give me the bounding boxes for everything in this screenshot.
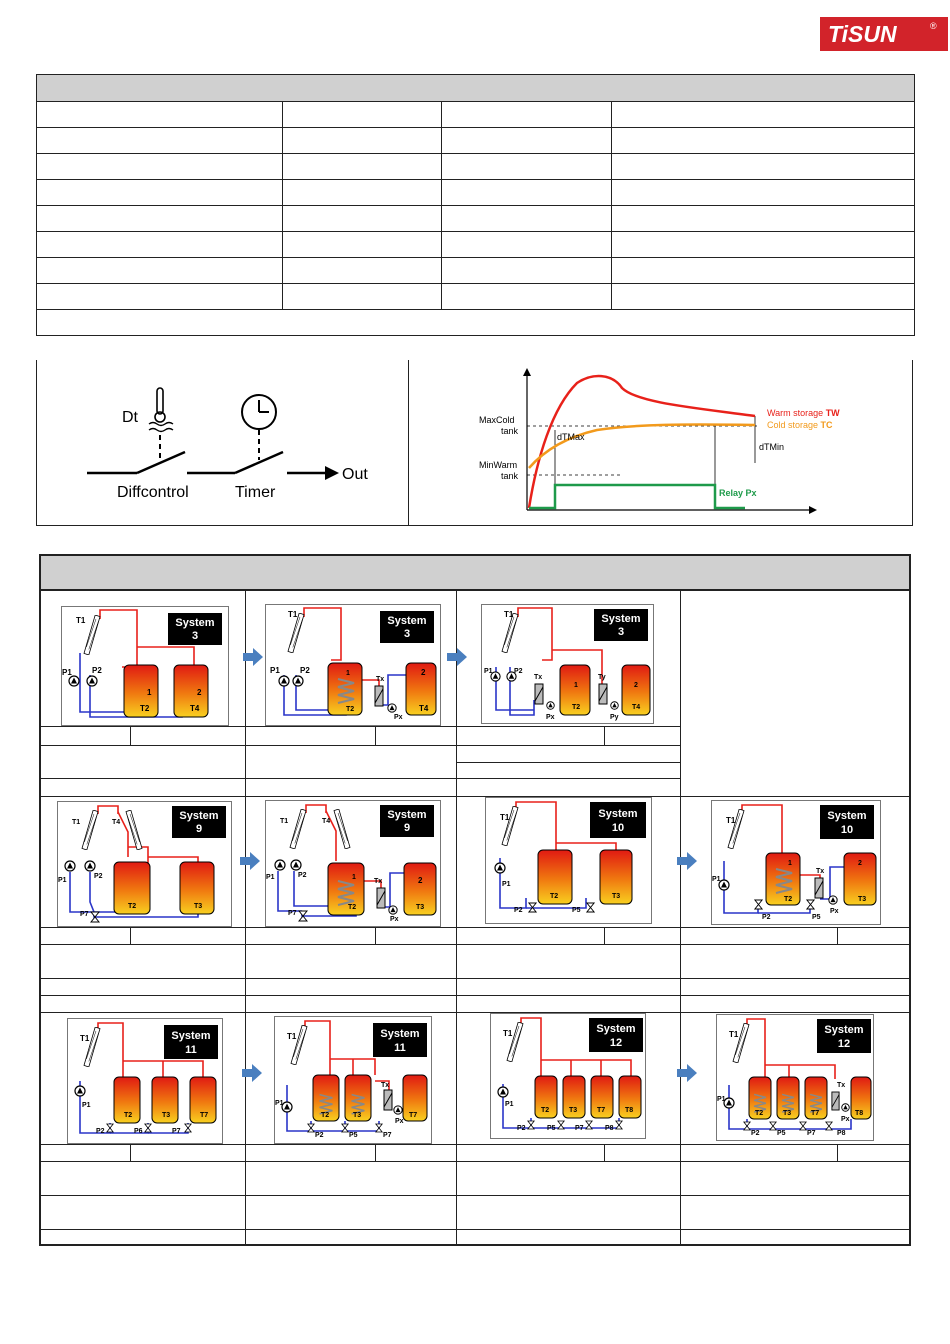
svg-text:P5: P5 [349, 1132, 358, 1139]
svg-text:T2: T2 [784, 896, 793, 903]
svg-text:P5: P5 [547, 1125, 556, 1132]
svg-text:2: 2 [197, 688, 202, 697]
svg-text:P2: P2 [315, 1132, 324, 1139]
svg-text:T1: T1 [726, 816, 736, 825]
system-11-hx [274, 1016, 432, 1144]
svg-text:11: 11 [394, 1042, 406, 1054]
svg-text:T4: T4 [322, 818, 331, 825]
section-header [41, 556, 909, 591]
brand-mark: ® [930, 21, 937, 31]
svg-text:System: System [387, 809, 427, 821]
arrow-right-icon [677, 1064, 697, 1082]
svg-text:T2: T2 [755, 1110, 764, 1117]
svg-text:Px: Px [546, 714, 555, 721]
svg-text:T2: T2 [124, 1112, 133, 1119]
svg-text:P7: P7 [807, 1130, 816, 1137]
svg-text:T3: T3 [353, 1112, 362, 1119]
system-11-basic [67, 1018, 223, 1144]
svg-text:T4: T4 [632, 704, 641, 711]
svg-text:T2: T2 [348, 904, 357, 911]
control-diagram [77, 380, 397, 520]
table-header [37, 75, 915, 102]
svg-text:P1: P1 [62, 668, 72, 677]
svg-text:P2: P2 [300, 666, 310, 675]
dtmin-label: dTMin [759, 442, 785, 452]
svg-text:1: 1 [346, 670, 350, 677]
system-9-hx [265, 800, 441, 927]
svg-text:1: 1 [788, 860, 792, 867]
table-row [37, 206, 915, 232]
svg-text:Py: Py [610, 714, 619, 721]
svg-text:P1: P1 [717, 1096, 726, 1103]
system-10-hx [711, 800, 881, 925]
arrow-right-icon [677, 852, 697, 870]
svg-text:P6: P6 [134, 1128, 143, 1135]
svg-text:Tx: Tx [374, 878, 383, 885]
svg-text:2: 2 [634, 682, 638, 689]
svg-text:10: 10 [840, 824, 854, 836]
svg-text:Ty: Ty [598, 674, 606, 681]
thermometer-icon [149, 388, 173, 432]
system-12-hx [716, 1014, 874, 1141]
cold-storage-label: Cold storage TC [767, 420, 833, 430]
brand-name: TiSUN [828, 21, 897, 47]
clock-icon [242, 395, 276, 429]
table-row [37, 128, 915, 154]
timer-label: Timer [235, 484, 276, 501]
svg-text:System: System [601, 613, 641, 625]
system-3-basic [61, 606, 229, 726]
svg-text:P5: P5 [812, 914, 821, 921]
table-row [37, 154, 915, 180]
svg-text:T2: T2 [541, 1107, 550, 1114]
svg-text:P2: P2 [94, 873, 103, 880]
system-section [39, 554, 911, 1246]
svg-text:P1: P1 [484, 668, 493, 675]
svg-text:P8: P8 [837, 1130, 846, 1137]
minwarm-label: MinWarm [479, 460, 518, 470]
svg-text:T1: T1 [504, 610, 514, 619]
svg-text:T1: T1 [287, 1032, 297, 1041]
svg-text:T1: T1 [500, 813, 510, 822]
svg-text:Tx: Tx [816, 868, 825, 875]
svg-text:T3: T3 [783, 1110, 792, 1117]
tank-label-1: tank [501, 426, 519, 436]
relay-label: Relay Px [719, 488, 757, 498]
svg-text:T2: T2 [128, 903, 137, 910]
svg-text:T3: T3 [194, 903, 203, 910]
svg-text:T3: T3 [569, 1107, 578, 1114]
svg-text:T3: T3 [858, 896, 867, 903]
function-panel [36, 360, 913, 526]
svg-text:3: 3 [403, 628, 411, 640]
svg-text:T7: T7 [811, 1110, 820, 1117]
svg-text:T8: T8 [625, 1107, 634, 1114]
svg-text:12: 12 [609, 1037, 623, 1049]
maxcold-label: MaxCold [479, 415, 515, 425]
svg-text:P2: P2 [96, 1128, 105, 1135]
svg-text:T4: T4 [190, 704, 200, 713]
arrow-right-icon [243, 648, 263, 666]
svg-text:T2: T2 [572, 704, 581, 711]
svg-text:T8: T8 [855, 1110, 864, 1117]
svg-text:Tx: Tx [534, 674, 543, 681]
svg-text:T4: T4 [112, 819, 121, 826]
svg-text:1: 1 [574, 682, 578, 689]
svg-text:9: 9 [403, 822, 411, 834]
svg-text:System: System [171, 1030, 211, 1042]
table-span-row [37, 310, 915, 336]
warm-storage-label: Warm storage TW [767, 408, 840, 418]
svg-text:P1: P1 [82, 1102, 91, 1109]
svg-text:Px: Px [841, 1116, 850, 1123]
svg-text:System: System [387, 615, 427, 627]
svg-text:T1: T1 [80, 1034, 90, 1043]
svg-text:P2: P2 [92, 666, 102, 675]
svg-text:T2: T2 [346, 706, 355, 713]
svg-text:Tx: Tx [381, 1082, 390, 1089]
svg-text:T3: T3 [612, 893, 621, 900]
table-row [37, 258, 915, 284]
svg-text:P2: P2 [298, 872, 307, 879]
svg-text:P1: P1 [58, 877, 67, 884]
svg-text:P5: P5 [777, 1130, 786, 1137]
system-10-basic [485, 797, 652, 924]
svg-text:T3: T3 [416, 904, 425, 911]
svg-text:T1: T1 [288, 610, 298, 619]
svg-text:T1: T1 [503, 1029, 513, 1038]
svg-text:P7: P7 [575, 1125, 584, 1132]
svg-text:1: 1 [147, 688, 152, 697]
svg-text:T2: T2 [321, 1112, 330, 1119]
svg-text:System: System [380, 1028, 420, 1040]
arrow-right-icon [242, 1064, 262, 1082]
svg-text:2: 2 [418, 876, 423, 885]
svg-text:T1: T1 [72, 819, 81, 826]
svg-text:P2: P2 [751, 1130, 760, 1137]
svg-text:T7: T7 [409, 1112, 418, 1119]
svg-text:3: 3 [191, 630, 199, 642]
table-row [37, 284, 915, 310]
svg-text:System: System [598, 808, 638, 820]
svg-text:P8: P8 [605, 1125, 614, 1132]
svg-text:Px: Px [390, 916, 399, 923]
tank-label-2: tank [501, 471, 519, 481]
system-12-basic [490, 1013, 646, 1139]
svg-text:2: 2 [858, 860, 862, 867]
svg-text:T4: T4 [419, 704, 429, 713]
svg-text:P7: P7 [288, 910, 297, 917]
svg-text:T7: T7 [597, 1107, 606, 1114]
parameter-table [36, 74, 915, 336]
svg-text:P1: P1 [266, 874, 275, 881]
svg-text:9: 9 [195, 823, 203, 835]
svg-text:P1: P1 [270, 666, 280, 675]
svg-text:2: 2 [421, 668, 426, 677]
temperature-chart [477, 368, 897, 523]
system-9-basic [57, 801, 232, 927]
svg-text:P7: P7 [80, 911, 89, 918]
arrow-right-icon [447, 648, 467, 666]
diffcontrol-label: Diffcontrol [117, 484, 189, 501]
svg-text:12: 12 [837, 1038, 851, 1050]
svg-text:P2: P2 [762, 914, 771, 921]
svg-text:System: System [596, 1023, 636, 1035]
svg-text:System: System [179, 810, 219, 822]
svg-text:P1: P1 [505, 1101, 514, 1108]
table-row [37, 102, 915, 128]
system-3-hx [265, 604, 441, 726]
svg-text:1: 1 [352, 874, 356, 881]
svg-text:T2: T2 [140, 704, 150, 713]
svg-text:3: 3 [617, 626, 625, 638]
out-label: Out [342, 466, 368, 483]
svg-text:T1: T1 [280, 818, 289, 825]
svg-text:P5: P5 [572, 907, 581, 914]
svg-text:T3: T3 [162, 1112, 171, 1119]
svg-text:Px: Px [830, 908, 839, 915]
dtmax-label: dTMax [557, 432, 585, 442]
svg-text:P2: P2 [514, 907, 523, 914]
svg-text:Px: Px [394, 714, 403, 721]
svg-text:11: 11 [185, 1044, 197, 1056]
system-3-double-hx [481, 604, 654, 724]
svg-text:System: System [175, 617, 215, 629]
svg-text:Tx: Tx [837, 1082, 846, 1089]
arrow-right-icon [240, 852, 260, 870]
svg-text:P1: P1 [712, 876, 721, 883]
table-row [37, 232, 915, 258]
table-row [37, 180, 915, 206]
svg-text:System: System [824, 1024, 864, 1036]
tisun-logo [820, 17, 948, 51]
svg-text:T1: T1 [76, 616, 86, 625]
svg-text:P1: P1 [275, 1100, 284, 1107]
svg-text:T1: T1 [729, 1030, 739, 1039]
svg-text:Px: Px [395, 1118, 404, 1125]
svg-text:P7: P7 [172, 1128, 181, 1135]
svg-text:System: System [827, 810, 867, 822]
svg-text:T7: T7 [200, 1112, 209, 1119]
dt-label: Dt [122, 409, 138, 426]
svg-text:P2: P2 [517, 1125, 526, 1132]
svg-text:10: 10 [611, 822, 625, 834]
svg-text:T2: T2 [550, 893, 559, 900]
svg-text:Tx: Tx [376, 676, 385, 683]
svg-text:P1: P1 [502, 881, 511, 888]
svg-text:P7: P7 [383, 1132, 392, 1139]
svg-text:P2: P2 [514, 668, 523, 675]
